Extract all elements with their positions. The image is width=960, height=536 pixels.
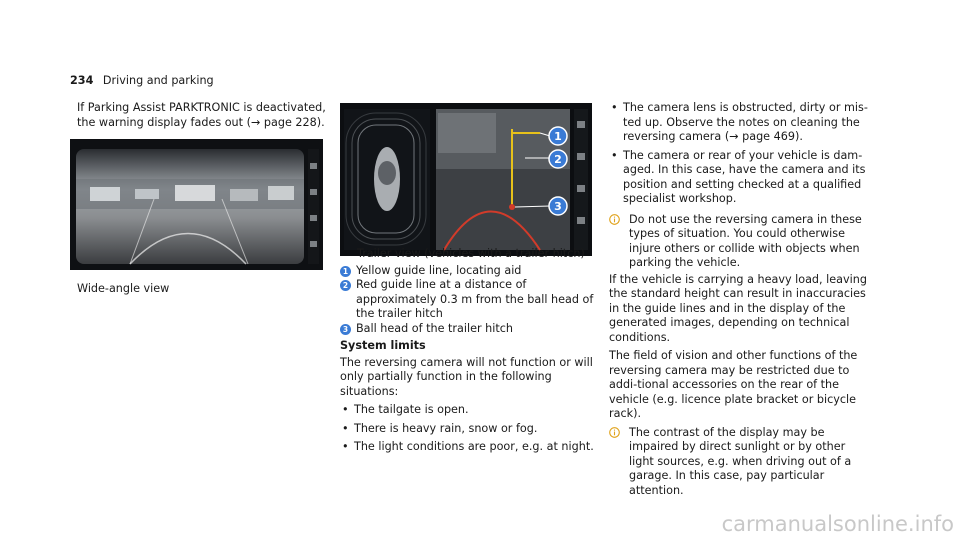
limit-bullet-5: • The camera or rear of your vehicle is dam-aged. In this case, have the camera and its position and setting checked at a qualified specialist workshop. [609,149,871,207]
legend-text-3: Ball head of the trailer hitch [356,321,513,335]
limit-bullet-3: • The light conditions are poor, e.g. at night. [340,440,596,455]
note-reversing-camera [609,213,871,271]
callout-badge-1 [549,127,567,145]
legend-item-2 [340,278,596,322]
trailer-view-scene [340,103,592,256]
info-icon [609,427,620,438]
page-number: 234 [70,74,94,87]
legend-badge-3: 3 [340,324,351,335]
middle-column [340,247,596,455]
left-column [77,101,329,130]
limit-bullet-2: • There is heavy rain, snow or fog. [340,422,596,437]
callout-label-2: 2 [554,153,562,166]
field-of-vision-text: The field of vision and other functions of the reversing camera may be restricted due to addi-tional accessories on the rear of the vehicle (e.g. licence plate bracket or bicycle rack). [609,349,858,420]
section-title: Driving and parking [102,74,214,87]
legend-item-1 [340,264,596,279]
limit-bullet-1: • The tailgate is open. [340,403,596,418]
note-text-1: Do not use the reversing camera in these types of situation. You could otherwise injure others or collide with objects when parking the vehicle. [629,212,862,269]
trailer-view-camera-image [340,103,592,256]
legend-item-3 [340,322,596,337]
callout-label-3: 3 [554,200,562,213]
legend-badge-1: 1 [340,266,351,277]
wide-angle-scene [70,139,323,270]
limit-bullet-4: • The camera lens is obstructed, dirty or mis-ted up. Observe the notes on cleaning the reversing camera (→ page 469). [609,101,871,145]
callout-badge-3 [549,197,567,215]
legend-text-1: Yellow guide line, locating aid [356,263,522,277]
callout-badge-2 [549,150,567,168]
note-text-2: The contrast of the display may be impaired by direct sunlight or by other light sources, e.g. when driving out of a garage. In this case, pay particular attention. [629,425,852,497]
wide-angle-caption: Wide-angle view [77,282,170,295]
intro-text: If Parking Assist PARKTRONIC is deactivated, the warning display fades out (→ page 228). [77,101,326,129]
system-limits-heading: System limits [340,339,426,352]
info-icon [609,214,620,225]
right-column [609,101,871,498]
note-contrast [609,426,871,499]
wide-angle-camera-image [70,139,323,270]
heavy-load-text: If the vehicle is carrying a heavy load, leaving the standard height can result in inaccuracies in the guide lines and in the display of the generated images, depending on technical conditions. [609,272,867,344]
system-limits-text: The reversing camera will not function or will only partially function in the following situations: [340,355,593,398]
legend-badge-2: 2 [340,280,351,291]
callout-label-1: 1 [554,130,562,143]
site-watermark: carmanualsonline.info [721,511,954,536]
legend-text-2: Red guide line at a distance of approximately 0.3 m from the ball head of the trailer hitch [356,278,594,320]
page-header [70,74,214,89]
trailer-view-caption: Trailer view (vehicles with a trailer hitch) [357,247,585,260]
